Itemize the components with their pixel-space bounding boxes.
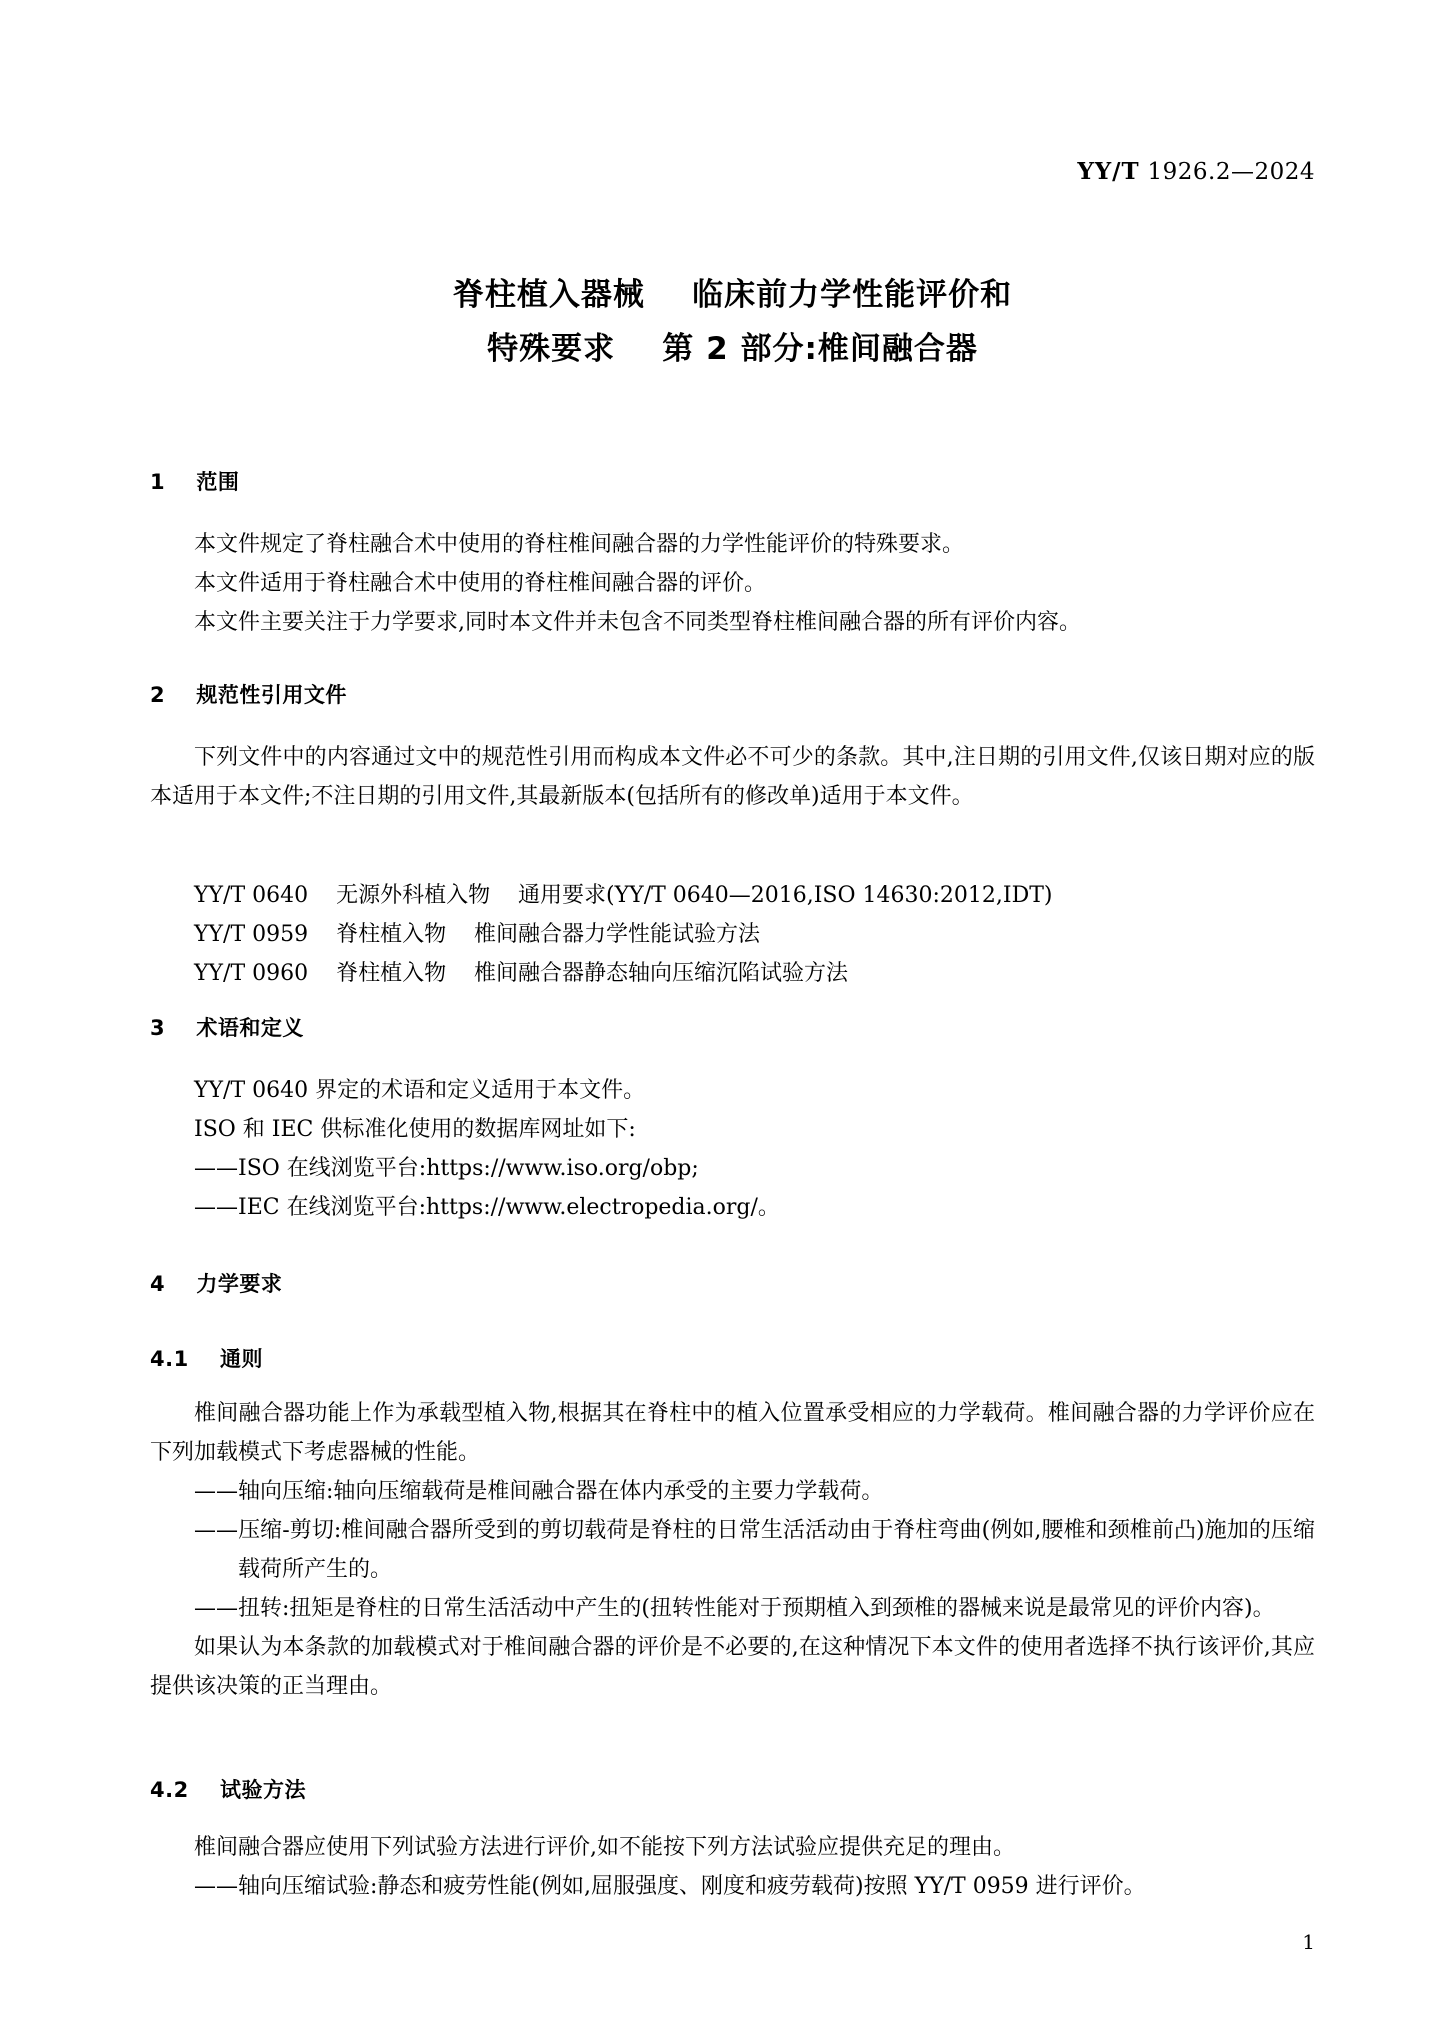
list-item: YY/T 0960 脊柱植入物 椎间融合器静态轴向压缩沉陷试验方法 [194, 961, 849, 986]
running-header [1077, 158, 1315, 185]
scope-paragraph-2: 本文件适用于脊柱融合术中使用的脊柱椎间融合器的评价。 [194, 571, 767, 596]
scope-paragraph-3: 本文件主要关注于力学要求,同时本文件并未包含不同类型脊柱椎间融合器的所有评价内容。 [194, 610, 1081, 635]
general-dash-item-torsion: ——扭转:扭矩是脊柱的日常生活活动中产生的(扭转性能对于预期植入到颈椎的器械来说是最常见的评价内容)。 [194, 1596, 1275, 1621]
section-terms-heading-block [150, 1012, 1315, 1042]
list-item: YY/T 0640 无源外科植入物 通用要求(YY/T 0640—2016,ISO 14630:2012,IDT) [194, 883, 1053, 908]
list-item: YY/T 0959 脊柱植入物 椎间融合器力学性能试验方法 [194, 922, 761, 947]
section-scope-heading-block [150, 466, 1315, 496]
terms-dash-item-iso: ——ISO 在线浏览平台:https://www.iso.org/obp; [194, 1156, 699, 1181]
general-paragraph-2: 如果认为本条款的加载模式对于椎间融合器的评价是不必要的,在这种情况下本文件的使用者选择不执行该评价,其应提供该决策的正当理由。 [150, 1635, 1315, 1699]
heading-scope: 1 范围 [150, 470, 240, 494]
section-terms-body [150, 1071, 1315, 1227]
general-dash-item-compression-shear: ——压缩-剪切:椎间融合器所受到的剪切载荷是脊柱的日常生活活动由于脊柱弯曲(例如,腰椎和颈椎前凸)施加的压缩载荷所产生的。 [194, 1518, 1315, 1582]
section-normative-heading-block [150, 679, 1315, 709]
heading-general: 4.1 通则 [150, 1347, 263, 1371]
document-title-line-1: 脊柱植入器械 临床前力学性能评价和 [452, 277, 1013, 313]
subsection-general-body [150, 1394, 1315, 1706]
standard-number: 1926.2—2024 [1147, 159, 1315, 185]
section-scope-body [150, 525, 1315, 642]
heading-mechanical-requirements: 4 力学要求 [150, 1272, 283, 1296]
subsection-general-heading-block [150, 1343, 1315, 1373]
terms-paragraph-2: ISO 和 IEC 供标准化使用的数据库网址如下: [194, 1117, 636, 1142]
heading-terms-and-definitions: 3 术语和定义 [150, 1016, 304, 1040]
section-mechanical-heading-block [150, 1268, 1315, 1298]
subsection-test-methods-body [150, 1828, 1315, 1906]
terms-paragraph-1: YY/T 0640 界定的术语和定义适用于本文件。 [194, 1078, 646, 1103]
page-number: 1 [1302, 1930, 1315, 1954]
subsection-test-methods-heading-block [150, 1774, 1315, 1804]
test-methods-paragraph-1: 椎间融合器应使用下列试验方法进行评价,如不能按下列方法试验应提供充足的理由。 [194, 1835, 1015, 1860]
scope-paragraph-1: 本文件规定了脊柱融合术中使用的脊柱椎间融合器的力学性能评价的特殊要求。 [194, 532, 965, 557]
standard-prefix: YY/T [1077, 158, 1140, 185]
heading-normative-references: 2 规范性引用文件 [150, 683, 347, 707]
normative-intro-paragraph: 下列文件中的内容通过文中的规范性引用而构成本文件必不可少的条款。其中,注日期的引用文件,仅该日期对应的版本适用于本文件;不注日期的引用文件,其最新版本(包括所有的修改单)适用于本文件。 [150, 745, 1315, 809]
document-title-line-2: 特殊要求 第 2 部分:椎间融合器 [487, 331, 978, 367]
test-methods-dash-item-axial-compression: ——轴向压缩试验:静态和疲劳性能(例如,屈服强度、刚度和疲劳载荷)按照 YY/T 0959 进行评价。 [194, 1874, 1146, 1899]
terms-dash-item-iec: ——IEC 在线浏览平台:https://www.electropedia.org/。 [194, 1195, 780, 1220]
heading-test-methods: 4.2 试验方法 [150, 1778, 306, 1802]
document-title [150, 268, 1315, 376]
normative-reference-list [150, 876, 1315, 993]
section-normative-intro [150, 738, 1315, 816]
general-dash-item-axial-compression: ——轴向压缩:轴向压缩载荷是椎间融合器在体内承受的主要力学载荷。 [194, 1479, 884, 1504]
general-paragraph-1: 椎间融合器功能上作为承载型植入物,根据其在脊柱中的植入位置承受相应的力学载荷。椎间融合器的力学评价应在下列加载模式下考虑器械的性能。 [150, 1401, 1315, 1465]
